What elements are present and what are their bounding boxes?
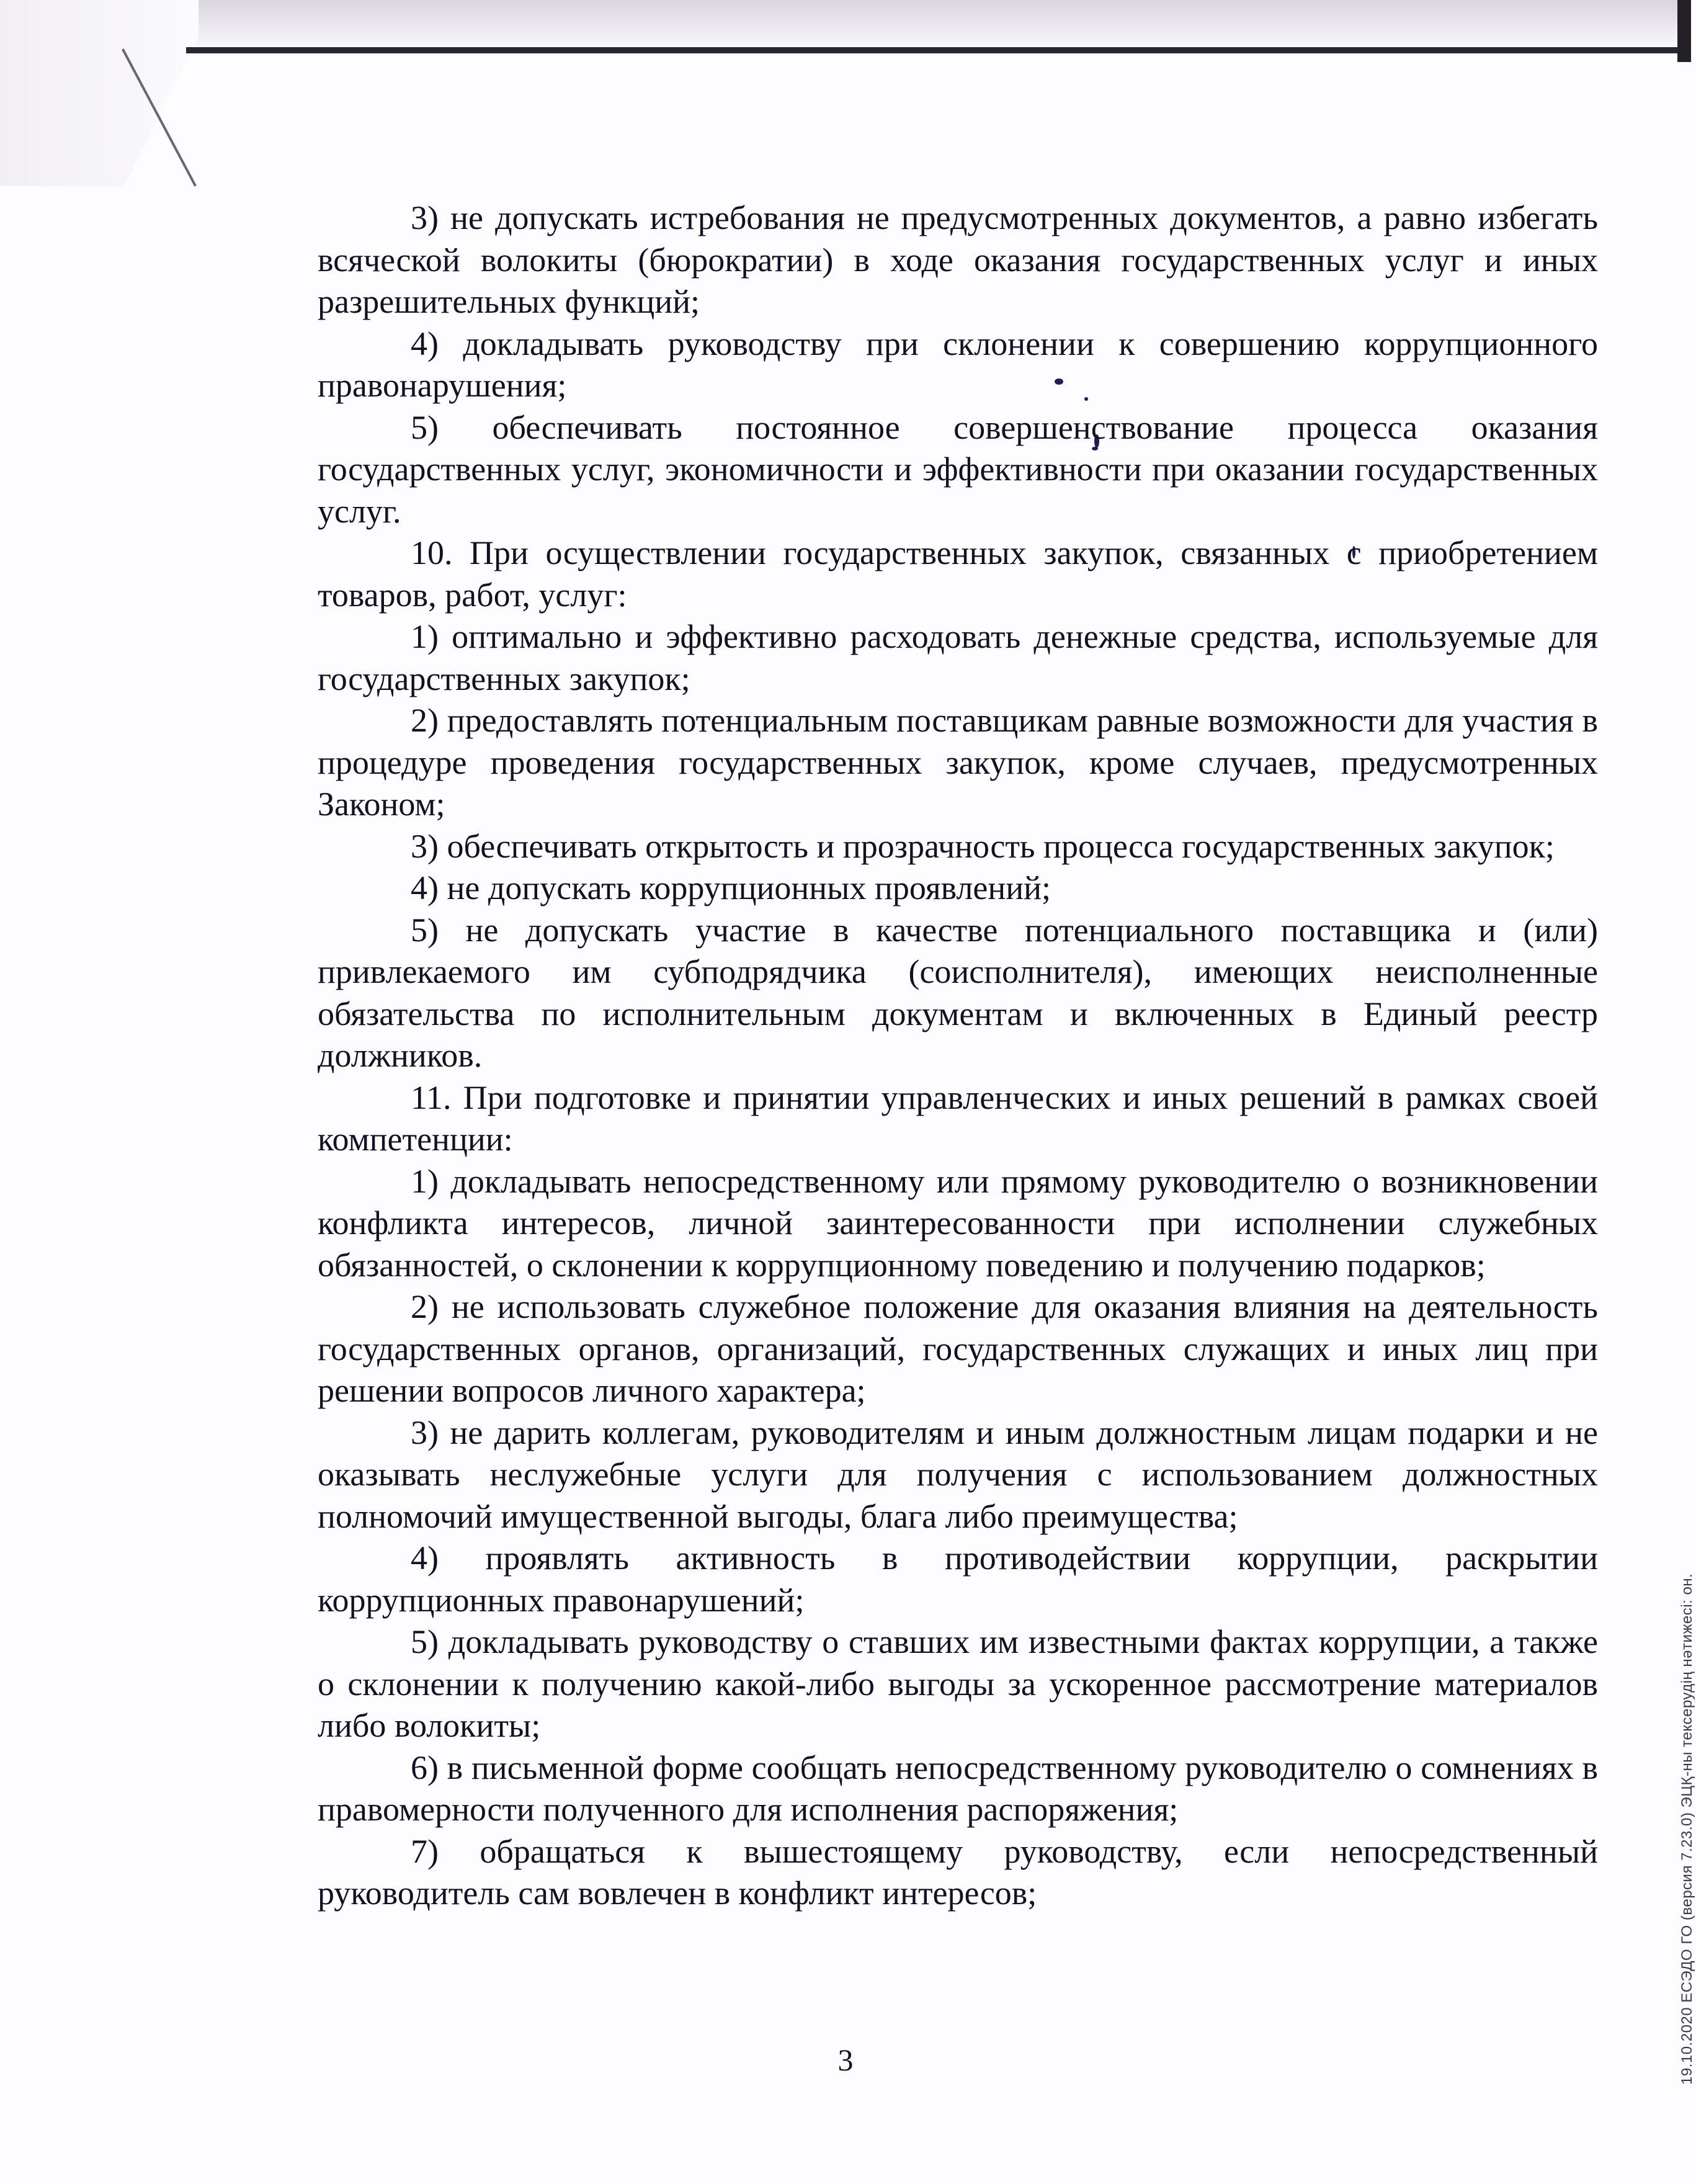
paper-top-edge xyxy=(186,47,1691,53)
paragraph: 4) проявлять активность в противодействии коррупции, раскрытии коррупционных правонарушений; xyxy=(318,1539,1598,1619)
document-body xyxy=(318,197,1598,1915)
paragraph: 7) обращаться к вышестоящему руководству, если непосредственный руководитель сам вовлечен в конфликт интересов; xyxy=(318,1832,1598,1912)
scan-border-top xyxy=(0,0,1691,46)
paragraph: 1) оптимально и эффективно расходовать денежные средства, используемые для государственных закупок; xyxy=(318,618,1598,697)
paragraph: 11. При подготовке и принятии управленческих и иных решений в рамках своей компетенции: xyxy=(318,1078,1598,1158)
paragraph: 6) в письменной форме сообщать непосредственному руководителю о сомнениях в правомерности полученного для исполнения распоряжения; xyxy=(318,1748,1598,1828)
paragraph: 3) не допускать истребования не предусмотренных документов, а равно избегать всяческой волокиты (бюрократии) в ходе оказания государственных услуг и иных разрешительных функций; xyxy=(318,199,1598,320)
signature-verification-stamp: 19.10.2020 ЕСЭДО ГО (версия 7.23.0) ЭЦҚ-ны тексерудің нәтижесі: он. xyxy=(1679,1573,1695,2085)
paragraph: 3) обеспечивать открытость и прозрачность процесса государственных закупок; xyxy=(411,827,1555,865)
paragraph: 5) обеспечивать постоянное совершенствование процесса оказания государственных услуг, экономичности и эффективности при оказании государственных услуг. xyxy=(318,408,1598,530)
scan-border-left xyxy=(0,0,199,2184)
paragraph: 1) докладывать непосредственному или прямому руководителю о возникновении конфликта интересов, личной заинтересованности при исполнении служебных обязанностей, о склонении к коррупционному поведению и получению подарков; xyxy=(318,1162,1598,1284)
paragraph: 4) докладывать руководству при склонении к совершению коррупционного правонарушения; xyxy=(318,324,1598,404)
paragraph: 10. При осуществлении государственных закупок, связанных с приобретением товаров, работ, услуг: xyxy=(318,534,1598,614)
paragraph: 3) не дарить коллегам, руководителям и иным должностным лицам подарки и не оказывать неслужебные услуги для получения с использованием должностных полномочий имущественной выгоды, блага либо преимущества; xyxy=(318,1413,1598,1535)
paragraph: 2) не использовать служебное положение для оказания влияния на деятельность государственных органов, организаций, государственных служащих и иных лиц при решении вопросов личного характера; xyxy=(318,1288,1598,1409)
page-number: 3 xyxy=(837,2043,854,2077)
scan-shadow-right xyxy=(1677,0,1691,62)
paragraph: 4) не допускать коррупционных проявлений; xyxy=(411,869,1051,906)
paragraph: 5) докладывать руководству о ставших им известными фактах коррупции, а также о склонении к получению какой-либо выгоды за ускоренное рассмотрение материалов либо волокиты; xyxy=(318,1623,1598,1744)
paragraph: 5) не допускать участие в качестве потенциального поставщика и (или) привлекаемого им субподрядчика (соисполнителя), имеющих неисполненные обязательства по исполнительным документам и включенных в Единый реестр должников. xyxy=(318,911,1598,1074)
paragraph: 2) предоставлять потенциальным поставщикам равные возможности для участия в процедуре проведения государственных закупок, кроме случаев, предусмотренных Законом; xyxy=(318,702,1598,823)
